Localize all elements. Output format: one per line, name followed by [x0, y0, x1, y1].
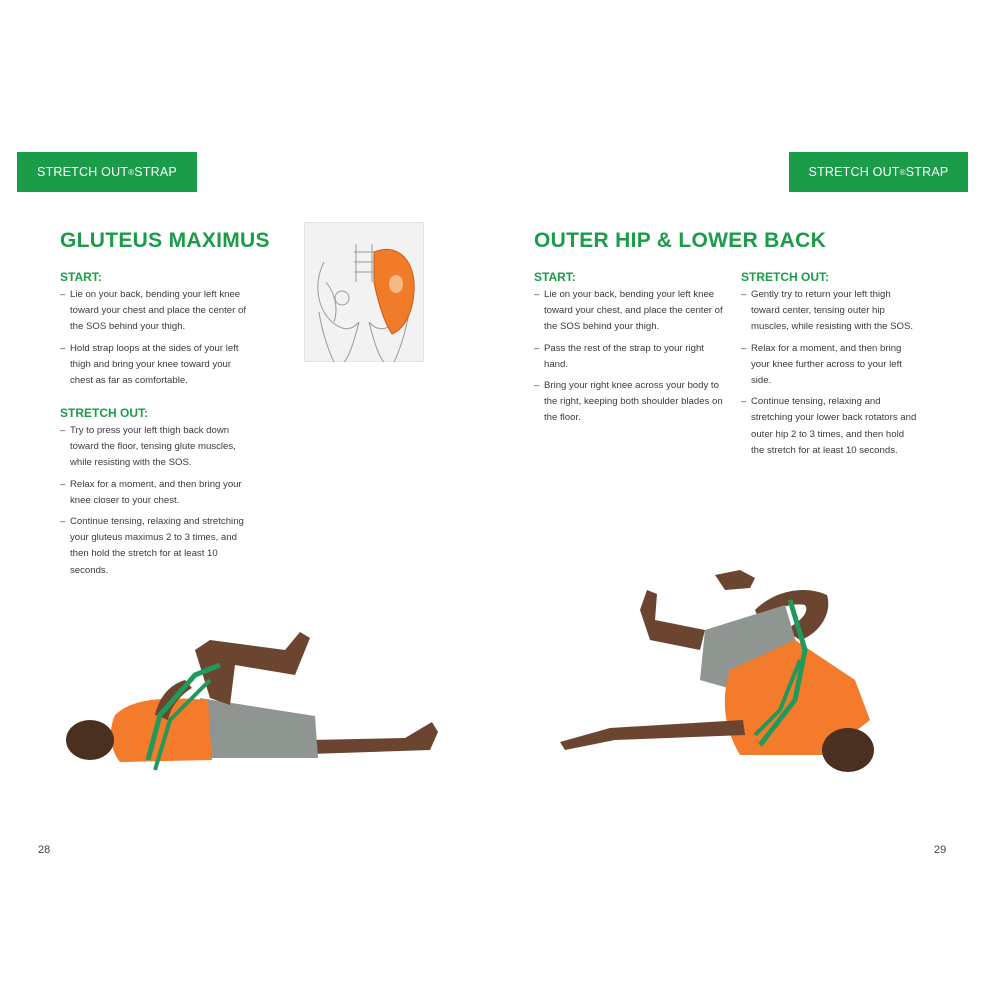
page-title-outer-hip-lower-back: OUTER HIP & LOWER BACK — [534, 229, 827, 252]
list-item — [741, 341, 917, 390]
list-item — [60, 477, 256, 509]
list-item — [534, 341, 724, 373]
header-tab-text: STRETCH OUT — [808, 165, 900, 179]
step-text: Continue tensing, relaxing and stretching your lower back rotators and outer hip 2 to 3 times, and then hold the stretch for at least 10 seconds. — [751, 396, 917, 456]
dash-bullet: – — [741, 289, 747, 300]
person-gluteus-stretch-photo — [60, 620, 450, 785]
head — [822, 728, 874, 772]
dash-bullet: – — [741, 342, 747, 354]
dash-bullet: – — [60, 425, 66, 436]
start-heading: START: — [60, 270, 102, 284]
list-item — [60, 341, 256, 390]
pelvis-outline — [318, 262, 359, 329]
stretch-out-heading: STRETCH OUT: — [60, 406, 148, 420]
dash-bullet: – — [60, 289, 66, 300]
list-item — [60, 287, 256, 336]
start-steps-list — [60, 287, 256, 394]
step-text: Bring your right knee across your body to the right, keeping both shoulder blades on the floor. — [544, 380, 723, 424]
list-item — [534, 378, 724, 427]
list-item — [60, 423, 256, 472]
dash-bullet: – — [60, 342, 66, 354]
step-text: Lie on your back, bending your left knee toward your chest and place the center of the SOS behind your thigh. — [70, 289, 246, 333]
spine-lines — [354, 244, 374, 282]
step-text: Try to press your left thigh back down toward the floor, tensing glute muscles, while resisting with the SOS. — [70, 425, 236, 469]
list-item — [741, 287, 917, 336]
person-outer-hip-stretch-photo — [555, 560, 885, 795]
arm — [560, 720, 745, 750]
stretch-out-heading: STRETCH OUT: — [741, 270, 829, 284]
stretch-steps-list — [741, 287, 917, 464]
page-number-left: 28 — [38, 844, 51, 856]
dash-bullet: – — [534, 380, 540, 392]
header-tab-text: STRETCH OUT — [37, 165, 129, 179]
page-title-gluteus-maximus: GLUTEUS MAXIMUS — [60, 229, 270, 252]
dash-bullet: – — [534, 342, 540, 354]
foot — [715, 570, 755, 590]
step-text: Gently try to return your left thigh toward center, tensing outer hip muscles, while resisting with the SOS. — [751, 289, 914, 333]
header-tab-left — [17, 152, 197, 192]
muscle-shine — [389, 275, 403, 293]
registered-mark: ® — [899, 167, 906, 177]
step-text: Hold strap loops at the sides of your left thigh and bring your knee toward your chest as far as comfortable. — [70, 342, 239, 387]
list-item — [534, 287, 724, 336]
step-text: Lie on your back, bending your left knee toward your chest, and place the center of the SOS behind your thigh. — [544, 289, 723, 333]
step-text: Relax for a moment, and then bring your knee further across to your left side. — [751, 342, 902, 387]
gluteus-stretch-illustration — [60, 620, 450, 780]
step-text: Pass the rest of the strap to your right hand. — [544, 342, 704, 370]
step-text: Relax for a moment, and then bring your knee closer to your chest. — [70, 478, 242, 506]
step-text: Continue tensing, relaxing and stretching your gluteus maximus 2 to 3 times, and then hold the stretch for at least 10 seconds. — [70, 516, 244, 576]
header-tab-suffix: STRAP — [134, 165, 177, 179]
header-tab-suffix: STRAP — [905, 165, 949, 179]
pelvis-anatomy-illustration — [304, 222, 424, 362]
shorts — [200, 698, 318, 758]
list-item — [60, 514, 256, 579]
dash-bullet: – — [60, 478, 66, 490]
dash-bullet: – — [60, 516, 66, 528]
page-number-right: 29 — [934, 844, 947, 856]
outer-hip-stretch-illustration — [555, 560, 885, 790]
start-heading: START: — [534, 270, 576, 284]
dash-bullet: – — [741, 396, 747, 408]
dash-bullet: – — [534, 289, 540, 300]
extended-leg — [310, 722, 438, 754]
head — [66, 720, 114, 760]
stretch-steps-list — [60, 423, 256, 584]
start-steps-list — [534, 287, 724, 432]
registered-mark: ® — [128, 167, 135, 177]
pelvis-anatomy-icon — [304, 222, 424, 362]
hip-socket — [335, 291, 349, 305]
header-tab-right — [789, 152, 968, 192]
list-item — [741, 394, 917, 459]
lower-leg — [640, 590, 705, 650]
